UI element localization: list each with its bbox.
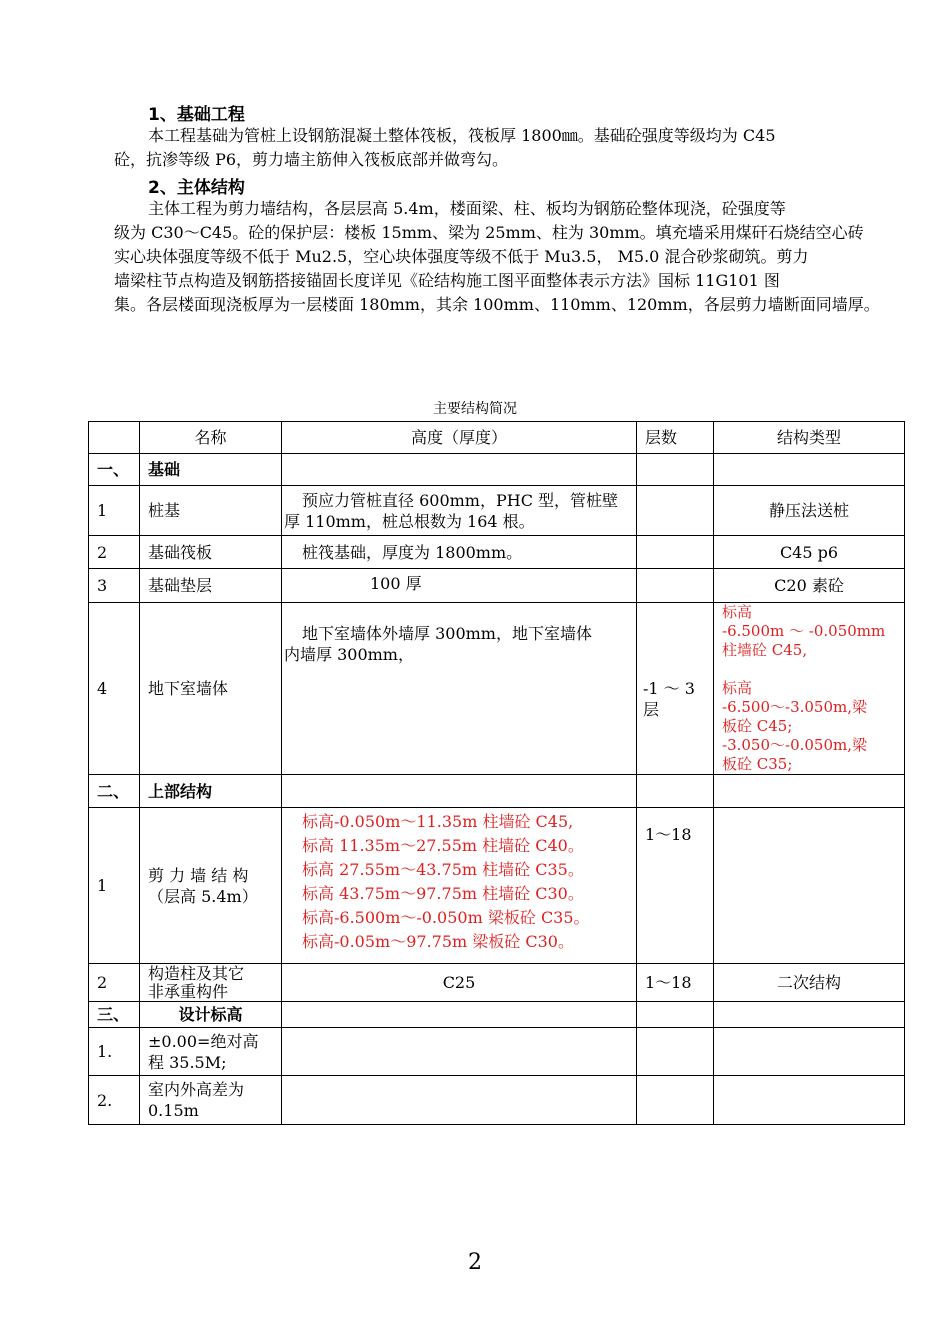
table-row — [89, 536, 905, 569]
table-group-row — [89, 1002, 905, 1028]
row-number: 2. — [89, 1076, 140, 1125]
row-type: 二次结构 — [714, 964, 905, 1002]
row-description: 标高-0.050m～11.35m 柱墙砼 C45, 标高 11.35m～27.55m 柱墙砼 C40。 标高 27.55m～43.75m 柱墙砼 C35。 标高 43.75m～97.75m 柱墙砼 C30。 标高-6.500m～-0.050m 梁板砼 C35。 标高-0.05m～97.75m 梁板砼 C30。 — [282, 808, 637, 964]
row-number: 1. — [89, 1028, 140, 1076]
row-number: 2 — [89, 536, 140, 569]
row-type: C20 素砼 — [714, 569, 905, 603]
foundation-paragraph — [114, 124, 880, 172]
main-line: 实心块体强度等级不低于 Mu2.5，空心块体强度等级不低于 Mu3.5， M5.0 混合砂浆砌筑。剪力 — [114, 247, 809, 266]
row-number: 1 — [89, 808, 140, 964]
row-name: ±0.00=绝对高 程 35.5M; — [140, 1028, 282, 1076]
header-cell: 结构类型 — [714, 422, 905, 454]
row-name: 室内外高差为 0.15m — [140, 1076, 282, 1125]
main-line: 级为 C30～C45。砼的保护层：楼板 15mm、梁为 25mm、柱为 30mm。填充墙采用煤矸石烧结空心砖 — [114, 223, 864, 242]
group-number: 一、 — [89, 454, 140, 486]
row-name: 剪 力 墙 结 构 （层高 5.4m） — [140, 808, 282, 964]
header-cell: 层数 — [637, 422, 714, 454]
group-number: 二、 — [89, 775, 140, 808]
row-floors — [637, 486, 714, 536]
main-line: 主体工程为剪力墙结构，各层层高 5.4m，楼面梁、柱、板均为钢筋砼整体现浇，砼强度等 — [148, 199, 786, 218]
table-row — [89, 1076, 905, 1125]
row-type: 标高 -6.500m ～ -0.050mm 柱墙砼 C45, 标高 -6.500～-3.050m,梁 板砼 C45; -3.050～-0.050m,梁 板砼 C35; — [714, 603, 905, 775]
main-structure-heading: 2、主体结构 — [148, 178, 245, 198]
main-line: 集。各层楼面现浇板厚为一层楼面 180mm，其余 100mm、110mm、120mm，各层剪力墙断面同墙厚。 — [114, 295, 880, 314]
table-group-row — [89, 454, 905, 486]
header-cell: 高度（厚度） — [282, 422, 637, 454]
table-row — [89, 569, 905, 603]
row-description: C25 — [282, 964, 637, 1002]
row-description: 桩筏基础，厚度为 1800mm。 — [282, 536, 637, 569]
row-number: 2 — [89, 964, 140, 1002]
row-name: 构造柱及其它 非承重构件 — [140, 964, 282, 1002]
table-row — [89, 603, 905, 775]
page-number: 2 — [468, 1250, 482, 1275]
group-title: 设计标高 — [140, 1002, 282, 1028]
row-number: 3 — [89, 569, 140, 603]
row-name: 基础垫层 — [140, 569, 282, 603]
main-structure-paragraph — [114, 197, 880, 317]
row-floors — [637, 569, 714, 603]
foundation-line: 本工程基础为管桩上设钢筋混凝土整体筏板，筏板厚 1800㎜。基础砼强度等级均为 C45 — [148, 126, 776, 145]
table-row — [89, 964, 905, 1002]
table-row — [89, 1028, 905, 1076]
row-type: 静压法送桩 — [714, 486, 905, 536]
row-name: 地下室墙体 — [140, 603, 282, 775]
table-row — [89, 808, 905, 964]
row-type — [714, 808, 905, 964]
row-name: 桩基 — [140, 486, 282, 536]
row-number: 4 — [89, 603, 140, 775]
table-group-row — [89, 775, 905, 808]
structure-table — [88, 421, 905, 1125]
table-caption: 主要结构简况 — [433, 401, 517, 417]
group-title: 上部结构 — [140, 775, 282, 808]
main-line: 墙梁柱节点构造及钢筋搭接锚固长度详见《砼结构施工图平面整体表示方法》国标 11G101 图 — [114, 271, 780, 290]
header-cell: 名称 — [140, 422, 282, 454]
group-title: 基础 — [140, 454, 282, 486]
table-row — [89, 486, 905, 536]
row-description: 地下室墙体外墙厚 300mm，地下室墙体 内墙厚 300mm， — [282, 603, 637, 775]
header-cell — [89, 422, 140, 454]
row-floors — [637, 536, 714, 569]
row-floors: 1～18 — [637, 964, 714, 1002]
row-type: C45 p6 — [714, 536, 905, 569]
foundation-heading: 1、基础工程 — [148, 105, 245, 125]
row-floors: 1～18 — [637, 808, 714, 964]
row-description: 预应力管桩直径 600mm，PHC 型，管桩壁 厚 110mm，桩总根数为 164 根。 — [282, 486, 637, 536]
row-floors: -1 ～ 3 层 — [637, 603, 714, 775]
foundation-line: 砼，抗渗等级 P6，剪力墙主筋伸入筏板底部并做弯勾。 — [114, 150, 509, 169]
row-description: 100 厚 — [282, 569, 637, 603]
row-number: 1 — [89, 486, 140, 536]
group-number: 三、 — [89, 1002, 140, 1028]
table-header-row — [89, 422, 905, 454]
row-name: 基础筏板 — [140, 536, 282, 569]
